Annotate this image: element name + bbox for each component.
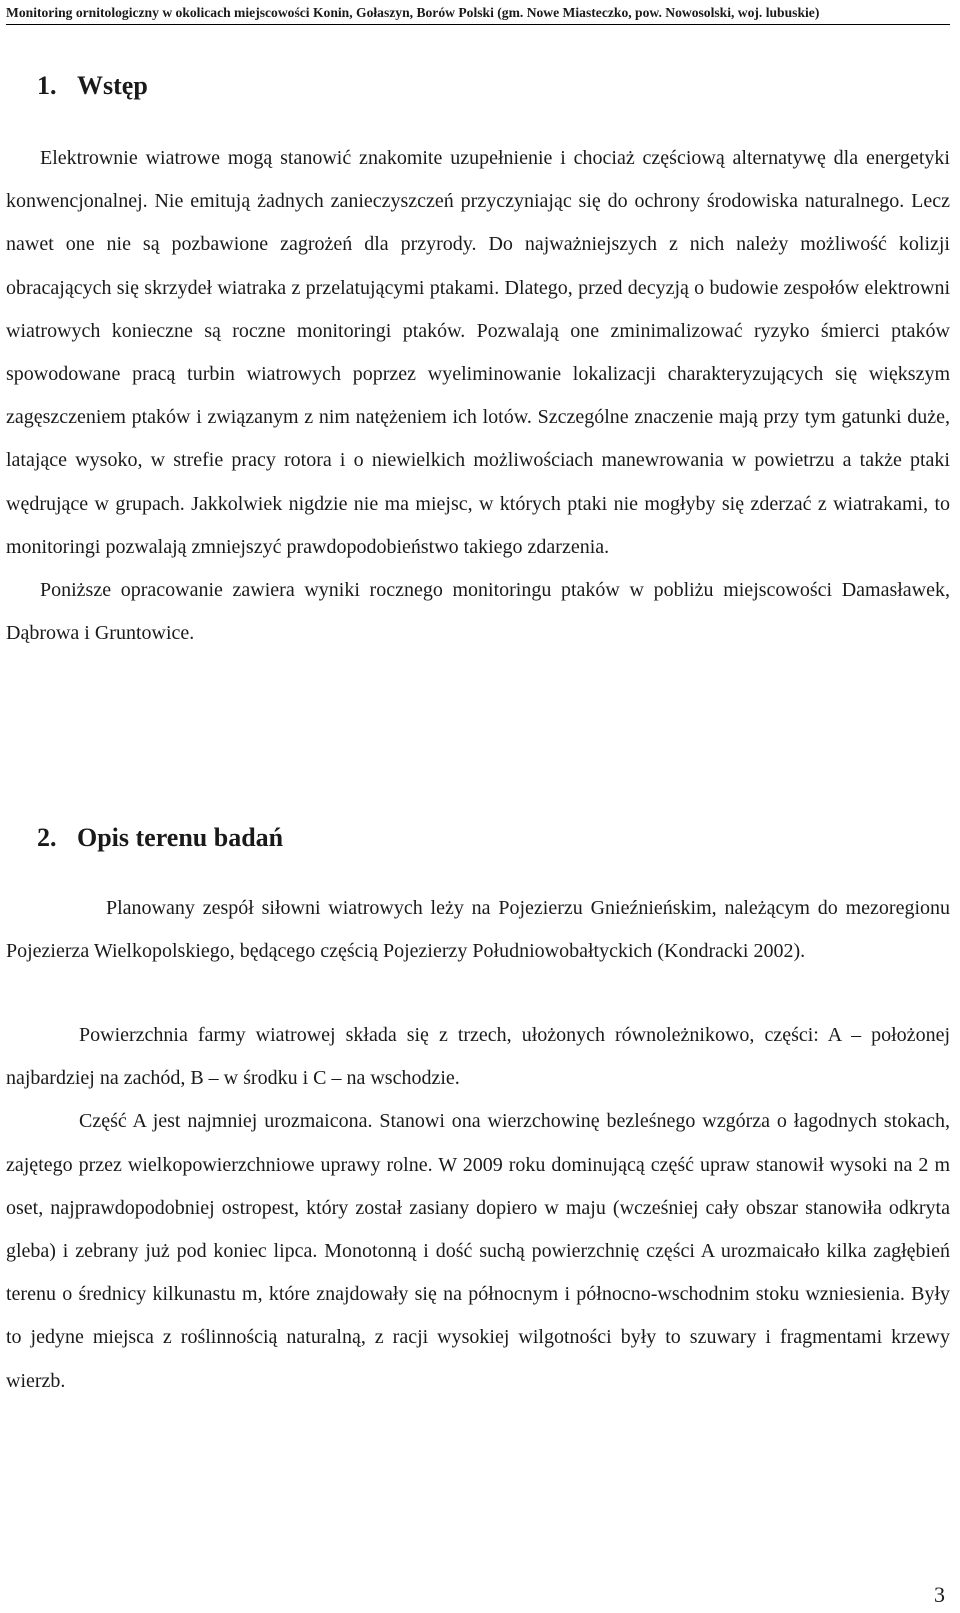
section-study-area-body — [6, 1014, 950, 1403]
paragraph: Planowany zespół siłowni wiatrowych leży na Pojezierzu Gnieźnieńskim, należącym do mezoregionu Pojezierza Wielkopolskiego, będącego częścią Pojezierzy Południowobałtyckich (Kondracki 2002). — [6, 897, 950, 963]
section-heading-introduction — [37, 70, 148, 102]
paragraph: Elektrownie wiatrowe mogą stanowić znakomite uzupełnienie i chociaż częściową alternatywę dla energetyki konwencjonalnej. Nie emitują żadnych zanieczyszczeń przyczyniając się do ochrony środowiska naturalnego. Lecz nawet one nie są pozbawione zagrożeń dla przyrody. Do najważniejszych z nich należy możliwość kolizji obracających się skrzydeł wiatraka z przelatującymi ptakami. Dlatego, przed decyzją o budowie zespołów elektrowni wiatrowych konieczne są roczne monitoringi ptaków. Pozwalają one zminimalizować ryzyko śmierci ptaków spowodowane pracą turbin wiatrowych poprzez wyeliminowanie lokalizacji charakteryzujących się większym zagęszczeniem ptaków i związanym z nim natężeniem ich lotów. Szczególne znaczenie mają przy tym gatunki duże, latające wysoko, w strefie pracy rotora i o niewielkich możliwościach manewrowania w powietrzu a także ptaki wędrujące w grupach. Jakkolwiek nigdzie nie ma miejsc, w których ptaki nie mogłyby się zderzać z wiatrakami, to monitoringi pozwalają zmniejszyć prawdopodobieństwo takiego zdarzenia. — [6, 147, 950, 558]
section-heading-study-area — [37, 822, 283, 854]
paragraph: Poniższe opracowanie zawiera wyniki rocznego monitoringu ptaków w pobliżu miejscowości Damasławek, Dąbrowa i Gruntowice. — [6, 579, 950, 645]
header-rule — [6, 24, 950, 25]
running-header: Monitoring ornitologiczny w okolicach miejscowości Konin, Gołaszyn, Borów Polski (gm. Nowe Miasteczko, pow. Nowosolski, woj. lubuskie) — [6, 5, 820, 20]
section-title: Opis terenu badań — [77, 823, 284, 852]
page-number: 3 — [934, 1582, 945, 1607]
section-introduction-body — [6, 137, 950, 655]
paragraph: Powierzchnia farmy wiatrowej składa się z trzech, ułożonych równoleżnikowo, części: A – położonej najbardziej na zachód, B – w środku i C – na wschodzie. — [6, 1024, 950, 1090]
paragraph: Część A jest najmniej urozmaicona. Stanowi ona wierzchowinę bezleśnego wzgórza o łagodnych stokach, zajętego przez wielkopowierzchniowe uprawy rolne. W 2009 roku dominującą część upraw stanowił wysoki na 2 m oset, najprawdopodobniej ostropest, który został zasiany dopiero w maju (wcześniej cały obszar stanowiła odkryta gleba) i zebrany już pod koniec lipca. Monotonną i dość suchą powierzchnię części A urozmaicało kilka zagłębień terenu o średnicy kilkunastu m, które znajdowały się na północnym i północno-wschodnim stoku wzniesienia. Były to jedyne miejsca z roślinnością naturalną, z racji wysokiej wilgotności były to szuwary i fragmentami krzewy wierzb. — [6, 1110, 950, 1392]
section-number: 2. — [37, 823, 57, 852]
section-study-area-p1 — [6, 887, 950, 973]
section-title: Wstęp — [77, 71, 148, 100]
section-number: 1. — [37, 71, 57, 100]
